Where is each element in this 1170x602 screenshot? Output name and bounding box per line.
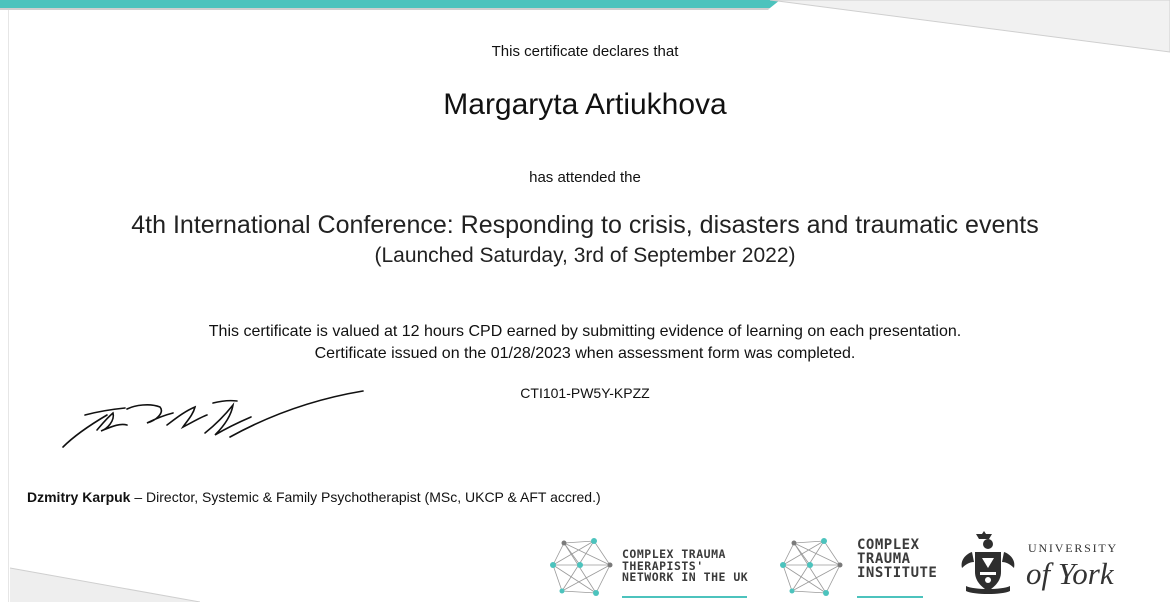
york-university-label: UNIVERSITY	[1028, 541, 1118, 555]
signatory-role: – Director, Systemic & Family Psychotherapist (MSc, UKCP & AFT accred.)	[130, 489, 601, 505]
network-graph-icon	[780, 535, 844, 599]
york-wordmark: of York	[1026, 556, 1114, 591]
university-of-york-logo	[958, 530, 1128, 602]
cpd-statement: This certificate is valued at 12 hours CPD earned by submitting evidence of learning on each presentation.	[208, 323, 962, 340]
launch-date: (Launched Saturday, 3rd of September 2022)	[374, 244, 796, 267]
cti-logo-text: COMPLEX TRAUMA INSTITUTE	[857, 537, 938, 581]
signatory-line	[27, 489, 601, 505]
coat-of-arms-icon	[958, 530, 1022, 600]
cti-logo	[780, 535, 938, 602]
certificate-code: CTI101-PW5Y-KPZZ	[520, 385, 650, 401]
ctt-logo-underline	[622, 596, 747, 598]
event-title: 4th International Conference: Responding to crisis, disasters and traumatic events	[131, 211, 1039, 239]
network-graph-icon	[550, 535, 614, 599]
declaration-text: This certificate declares that	[491, 43, 679, 60]
bottom-decorative-corner	[0, 560, 200, 602]
signature-image	[55, 385, 370, 455]
attended-text: has attended the	[529, 169, 641, 186]
ctt-logo-text: COMPLEX TRAUMA THERAPISTS' NETWORK IN THE UK	[622, 547, 749, 584]
recipient-name: Margaryta Artiukhova	[443, 88, 727, 121]
cti-logo-underline	[857, 596, 923, 598]
ctt-network-logo	[550, 535, 750, 602]
signatory-name: Dzmitry Karpuk	[27, 489, 131, 505]
issue-statement: Certificate issued on the 01/28/2023 when assessment form was completed.	[314, 345, 856, 362]
